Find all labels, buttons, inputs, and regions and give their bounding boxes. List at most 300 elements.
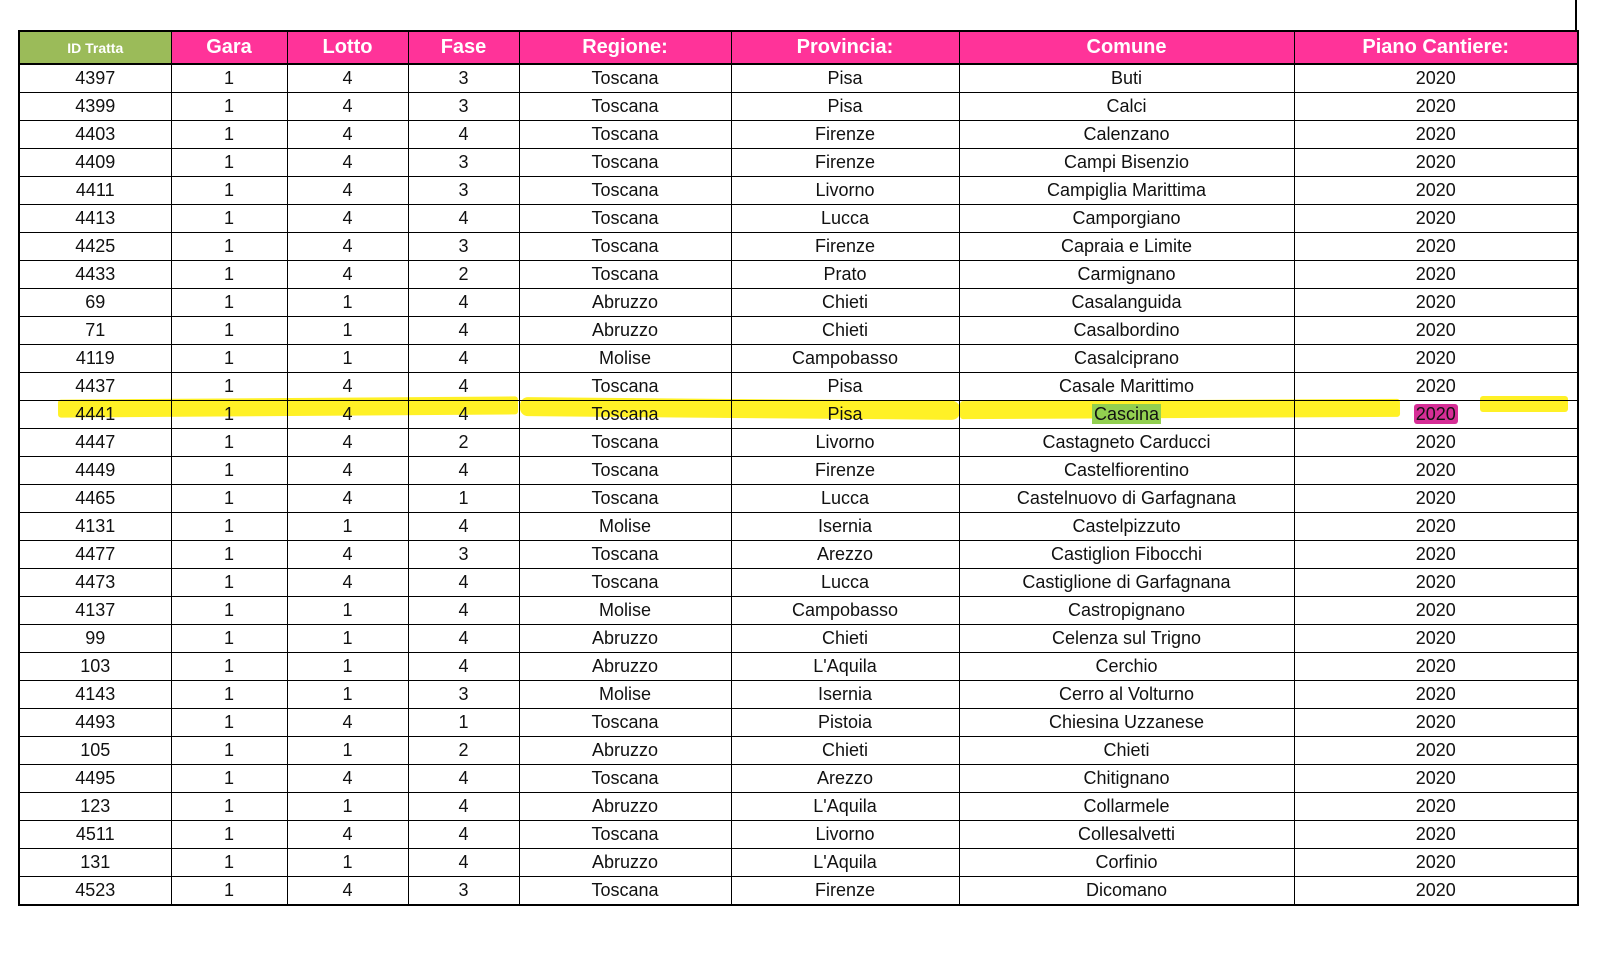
cell-id-tratta[interactable] [19, 401, 171, 429]
cell-comune[interactable] [959, 485, 1294, 513]
cell-gara[interactable] [171, 625, 287, 653]
cell-piano-cantiere[interactable] [1294, 513, 1578, 541]
cell-value: Toscana [591, 432, 659, 452]
cell-gara[interactable] [171, 821, 287, 849]
cell-lotto[interactable] [287, 317, 408, 345]
cell-gara[interactable] [171, 709, 287, 737]
cell-value: 1 [223, 404, 234, 424]
cell-comune[interactable] [959, 653, 1294, 681]
cell-id-tratta[interactable] [19, 765, 171, 793]
cell-lotto[interactable] [287, 401, 408, 429]
cell-provincia[interactable] [731, 681, 959, 709]
cell-provincia[interactable] [731, 205, 959, 233]
cell-regione[interactable] [519, 485, 731, 513]
table-row [19, 737, 1578, 765]
cell-regione[interactable] [519, 793, 731, 821]
cell-provincia[interactable] [731, 821, 959, 849]
cell-piano-cantiere[interactable] [1294, 877, 1578, 906]
cell-regione[interactable] [519, 821, 731, 849]
cell-comune[interactable] [959, 401, 1294, 429]
cell-regione[interactable] [519, 457, 731, 485]
cell-lotto[interactable] [287, 345, 408, 373]
cell-regione[interactable] [519, 149, 731, 177]
cell-value: Castropignano [1067, 600, 1186, 620]
cell-value: 4 [342, 264, 353, 284]
cell-fase[interactable] [408, 653, 519, 681]
cell-value: 1 [223, 264, 234, 284]
cell-value: 4 [458, 628, 469, 648]
cell-piano-cantiere[interactable] [1294, 401, 1578, 429]
cell-regione[interactable] [519, 429, 731, 457]
cell-id-tratta[interactable] [19, 457, 171, 485]
cell-regione[interactable] [519, 541, 731, 569]
cell-comune[interactable] [959, 569, 1294, 597]
cell-comune[interactable] [959, 793, 1294, 821]
cell-regione[interactable] [519, 765, 731, 793]
cell-lotto[interactable] [287, 597, 408, 625]
cell-lotto[interactable] [287, 877, 408, 906]
table-row [19, 709, 1578, 737]
cell-lotto[interactable] [287, 429, 408, 457]
cell-gara[interactable] [171, 205, 287, 233]
cell-fase[interactable] [408, 317, 519, 345]
cell-piano-cantiere[interactable] [1294, 233, 1578, 261]
cell-provincia[interactable] [731, 289, 959, 317]
cell-id-tratta[interactable] [19, 709, 171, 737]
table-row [19, 625, 1578, 653]
cell-value: 4465 [75, 488, 116, 508]
cell-id-tratta[interactable] [19, 317, 171, 345]
cell-piano-cantiere[interactable] [1294, 765, 1578, 793]
cell-value: Campi Bisenzio [1063, 152, 1190, 172]
cell-piano-cantiere[interactable] [1294, 597, 1578, 625]
cell-provincia[interactable] [731, 261, 959, 289]
cell-provincia[interactable] [731, 569, 959, 597]
cell-fase[interactable] [408, 625, 519, 653]
cell-fase[interactable] [408, 64, 519, 93]
cell-lotto[interactable] [287, 737, 408, 765]
cell-value: 4403 [75, 124, 116, 144]
cell-value: 4447 [75, 432, 116, 452]
cell-fase[interactable] [408, 205, 519, 233]
cell-id-tratta[interactable] [19, 373, 171, 401]
cell-fase[interactable] [408, 569, 519, 597]
cell-lotto[interactable] [287, 373, 408, 401]
cell-lotto[interactable] [287, 541, 408, 569]
cell-lotto[interactable] [287, 849, 408, 877]
cell-comune[interactable] [959, 177, 1294, 205]
cell-piano-cantiere[interactable] [1294, 681, 1578, 709]
cell-comune[interactable] [959, 597, 1294, 625]
table-row [19, 485, 1578, 513]
cell-regione[interactable] [519, 121, 731, 149]
cell-id-tratta[interactable] [19, 569, 171, 597]
cell-piano-cantiere[interactable] [1294, 541, 1578, 569]
cell-fase[interactable] [408, 765, 519, 793]
cell-comune[interactable] [959, 709, 1294, 737]
cell-value: 2020 [1415, 600, 1456, 620]
cell-id-tratta[interactable] [19, 205, 171, 233]
cell-value: 4 [458, 124, 469, 144]
cell-provincia[interactable] [731, 121, 959, 149]
cell-fase[interactable] [408, 541, 519, 569]
cell-value: Toscana [591, 180, 659, 200]
cell-fase[interactable] [408, 233, 519, 261]
cell-provincia[interactable] [731, 625, 959, 653]
cell-fase[interactable] [408, 289, 519, 317]
cell-comune[interactable] [959, 877, 1294, 906]
cell-lotto[interactable] [287, 177, 408, 205]
cell-provincia[interactable] [731, 457, 959, 485]
cell-fase[interactable] [408, 373, 519, 401]
cell-fase[interactable] [408, 485, 519, 513]
cell-fase[interactable] [408, 849, 519, 877]
cell-gara[interactable] [171, 345, 287, 373]
cell-provincia[interactable] [731, 373, 959, 401]
cell-provincia[interactable] [731, 149, 959, 177]
cell-piano-cantiere[interactable] [1294, 149, 1578, 177]
cell-fase[interactable] [408, 821, 519, 849]
cell-lotto[interactable] [287, 261, 408, 289]
cell-piano-cantiere[interactable] [1294, 569, 1578, 597]
cell-fase[interactable] [408, 597, 519, 625]
cell-value: Lucca [820, 572, 870, 592]
cell-value: Livorno [815, 824, 875, 844]
cell-provincia[interactable] [731, 177, 959, 205]
cell-provincia[interactable] [731, 345, 959, 373]
cell-piano-cantiere[interactable] [1294, 177, 1578, 205]
header-comune: Comune [959, 31, 1294, 64]
cell-fase[interactable] [408, 429, 519, 457]
header-provincia: Provincia: [731, 31, 959, 64]
cell-provincia[interactable] [731, 429, 959, 457]
cell-fase[interactable] [408, 737, 519, 765]
cell-regione[interactable] [519, 401, 731, 429]
cell-value: Buti [1110, 68, 1143, 88]
cell-piano-cantiere[interactable] [1294, 793, 1578, 821]
cell-regione[interactable] [519, 625, 731, 653]
table-row [19, 177, 1578, 205]
cell-id-tratta[interactable] [19, 681, 171, 709]
cell-lotto[interactable] [287, 513, 408, 541]
cell-lotto[interactable] [287, 653, 408, 681]
cell-provincia[interactable] [731, 765, 959, 793]
cell-piano-cantiere[interactable] [1294, 373, 1578, 401]
cell-provincia[interactable] [731, 317, 959, 345]
cell-value: 4 [342, 488, 353, 508]
cell-lotto[interactable] [287, 625, 408, 653]
cell-lotto[interactable] [287, 233, 408, 261]
cell-value: Lucca [820, 488, 870, 508]
table-row-highlighted [19, 401, 1578, 429]
cell-fase[interactable] [408, 345, 519, 373]
cell-lotto[interactable] [287, 289, 408, 317]
cell-comune[interactable] [959, 737, 1294, 765]
cell-gara[interactable] [171, 261, 287, 289]
cell-gara[interactable] [171, 373, 287, 401]
cell-piano-cantiere[interactable] [1294, 709, 1578, 737]
cell-value: 4 [342, 236, 353, 256]
cell-regione[interactable] [519, 205, 731, 233]
cell-regione[interactable] [519, 93, 731, 121]
cell-piano-cantiere[interactable] [1294, 485, 1578, 513]
cell-provincia[interactable] [731, 737, 959, 765]
cell-fase[interactable] [408, 681, 519, 709]
cell-piano-cantiere[interactable] [1294, 93, 1578, 121]
cell-gara[interactable] [171, 401, 287, 429]
cell-lotto[interactable] [287, 485, 408, 513]
cell-comune[interactable] [959, 625, 1294, 653]
cell-provincia[interactable] [731, 233, 959, 261]
cell-regione[interactable] [519, 317, 731, 345]
cell-piano-cantiere[interactable] [1294, 261, 1578, 289]
cell-value: Cascina [1093, 404, 1160, 424]
cell-fase[interactable] [408, 177, 519, 205]
cell-value: 4119 [75, 348, 115, 368]
cell-provincia[interactable] [731, 849, 959, 877]
cell-gara[interactable] [171, 793, 287, 821]
cell-gara[interactable] [171, 541, 287, 569]
cell-fase[interactable] [408, 877, 519, 906]
cell-gara[interactable] [171, 177, 287, 205]
cell-value: 3 [458, 880, 469, 900]
cell-regione[interactable] [519, 373, 731, 401]
cell-piano-cantiere[interactable] [1294, 737, 1578, 765]
cell-lotto[interactable] [287, 681, 408, 709]
cell-provincia[interactable] [731, 597, 959, 625]
cell-fase[interactable] [408, 149, 519, 177]
cell-value: 4493 [75, 712, 116, 732]
cell-id-tratta[interactable] [19, 653, 171, 681]
cell-gara[interactable] [171, 233, 287, 261]
cell-fase[interactable] [408, 457, 519, 485]
cell-value: 1 [342, 740, 353, 760]
cell-provincia[interactable] [731, 709, 959, 737]
cell-provincia[interactable] [731, 541, 959, 569]
table-row [19, 121, 1578, 149]
cell-fase[interactable] [408, 709, 519, 737]
cell-id-tratta[interactable] [19, 121, 171, 149]
cell-piano-cantiere[interactable] [1294, 317, 1578, 345]
cell-regione[interactable] [519, 233, 731, 261]
cell-gara[interactable] [171, 317, 287, 345]
cell-value: Firenze [814, 152, 876, 172]
cell-fase[interactable] [408, 513, 519, 541]
cell-gara[interactable] [171, 513, 287, 541]
cell-value: Campobasso [791, 348, 899, 368]
cell-lotto[interactable] [287, 793, 408, 821]
cell-gara[interactable] [171, 737, 287, 765]
cell-id-tratta[interactable] [19, 149, 171, 177]
cell-value: 1 [223, 68, 234, 88]
cell-piano-cantiere[interactable] [1294, 625, 1578, 653]
cell-id-tratta[interactable] [19, 793, 171, 821]
table-row [19, 597, 1578, 625]
cell-id-tratta[interactable] [19, 261, 171, 289]
cell-comune[interactable] [959, 541, 1294, 569]
cell-lotto[interactable] [287, 765, 408, 793]
cell-regione[interactable] [519, 513, 731, 541]
cell-id-tratta[interactable] [19, 233, 171, 261]
cell-id-tratta[interactable] [19, 93, 171, 121]
cell-comune[interactable] [959, 317, 1294, 345]
cell-regione[interactable] [519, 653, 731, 681]
cell-regione[interactable] [519, 261, 731, 289]
cell-piano-cantiere[interactable] [1294, 289, 1578, 317]
cell-id-tratta[interactable] [19, 849, 171, 877]
cell-gara[interactable] [171, 597, 287, 625]
cell-regione[interactable] [519, 64, 731, 93]
cell-value: 4511 [75, 824, 115, 844]
cell-comune[interactable] [959, 205, 1294, 233]
cell-gara[interactable] [171, 485, 287, 513]
cell-value: 4 [342, 376, 353, 396]
cell-value: 1 [223, 544, 234, 564]
cell-gara[interactable] [171, 877, 287, 906]
cell-value: 2 [458, 432, 469, 452]
cell-regione[interactable] [519, 289, 731, 317]
cell-gara[interactable] [171, 681, 287, 709]
cell-lotto[interactable] [287, 709, 408, 737]
cell-lotto[interactable] [287, 93, 408, 121]
cell-gara[interactable] [171, 93, 287, 121]
cell-fase[interactable] [408, 121, 519, 149]
cell-comune[interactable] [959, 233, 1294, 261]
cell-comune[interactable] [959, 64, 1294, 93]
cell-comune[interactable] [959, 849, 1294, 877]
cell-lotto[interactable] [287, 821, 408, 849]
cell-lotto[interactable] [287, 149, 408, 177]
cell-regione[interactable] [519, 597, 731, 625]
cell-value: 1 [223, 768, 234, 788]
cell-value: 1 [342, 628, 353, 648]
cell-gara[interactable] [171, 457, 287, 485]
cell-gara[interactable] [171, 849, 287, 877]
cell-lotto[interactable] [287, 64, 408, 93]
cell-id-tratta[interactable] [19, 737, 171, 765]
cell-comune[interactable] [959, 821, 1294, 849]
cell-comune[interactable] [959, 513, 1294, 541]
cell-id-tratta[interactable] [19, 485, 171, 513]
cell-value: Toscana [591, 572, 659, 592]
cell-value: Toscana [591, 68, 659, 88]
cell-piano-cantiere[interactable] [1294, 849, 1578, 877]
cell-gara[interactable] [171, 121, 287, 149]
cell-lotto[interactable] [287, 457, 408, 485]
cell-value: 1 [223, 852, 234, 872]
cell-gara[interactable] [171, 429, 287, 457]
cell-comune[interactable] [959, 457, 1294, 485]
cell-value: Toscana [591, 824, 659, 844]
cell-provincia[interactable] [731, 513, 959, 541]
cell-id-tratta[interactable] [19, 429, 171, 457]
cell-regione[interactable] [519, 877, 731, 906]
cell-value: Arezzo [816, 768, 874, 788]
cell-id-tratta[interactable] [19, 177, 171, 205]
cell-fase[interactable] [408, 261, 519, 289]
cell-gara[interactable] [171, 149, 287, 177]
table-row [19, 681, 1578, 709]
cell-regione[interactable] [519, 849, 731, 877]
cell-fase[interactable] [408, 93, 519, 121]
cell-regione[interactable] [519, 345, 731, 373]
cell-id-tratta[interactable] [19, 513, 171, 541]
cell-piano-cantiere[interactable] [1294, 345, 1578, 373]
cell-regione[interactable] [519, 177, 731, 205]
cell-value: Abruzzo [591, 656, 659, 676]
cell-regione[interactable] [519, 737, 731, 765]
cell-value: Corfinio [1095, 852, 1158, 872]
cell-piano-cantiere[interactable] [1294, 457, 1578, 485]
cell-provincia[interactable] [731, 64, 959, 93]
cell-value: 2020 [1415, 460, 1456, 480]
cell-id-tratta[interactable] [19, 625, 171, 653]
cell-gara[interactable] [171, 289, 287, 317]
cell-value: Abruzzo [591, 740, 659, 760]
cell-regione[interactable] [519, 681, 731, 709]
cell-provincia[interactable] [731, 793, 959, 821]
cell-piano-cantiere[interactable] [1294, 653, 1578, 681]
cell-comune[interactable] [959, 681, 1294, 709]
cell-piano-cantiere[interactable] [1294, 821, 1578, 849]
cell-gara[interactable] [171, 765, 287, 793]
cell-lotto[interactable] [287, 121, 408, 149]
cell-comune[interactable] [959, 289, 1294, 317]
table-row [19, 653, 1578, 681]
cell-regione[interactable] [519, 569, 731, 597]
cell-comune[interactable] [959, 149, 1294, 177]
cell-piano-cantiere[interactable] [1294, 205, 1578, 233]
cell-piano-cantiere[interactable] [1294, 429, 1578, 457]
cell-provincia[interactable] [731, 877, 959, 906]
cell-comune[interactable] [959, 345, 1294, 373]
cell-piano-cantiere[interactable] [1294, 121, 1578, 149]
cell-value: 2020 [1415, 124, 1456, 144]
cell-id-tratta[interactable] [19, 345, 171, 373]
cell-value: 2020 [1415, 488, 1456, 508]
cell-provincia[interactable] [731, 653, 959, 681]
cell-id-tratta[interactable] [19, 289, 171, 317]
cell-lotto[interactable] [287, 205, 408, 233]
cell-comune[interactable] [959, 765, 1294, 793]
cell-fase[interactable] [408, 401, 519, 429]
cell-comune[interactable] [959, 261, 1294, 289]
cell-regione[interactable] [519, 709, 731, 737]
cell-comune[interactable] [959, 93, 1294, 121]
cell-gara[interactable] [171, 569, 287, 597]
cell-provincia[interactable] [731, 485, 959, 513]
cell-fase[interactable] [408, 793, 519, 821]
cell-comune[interactable] [959, 373, 1294, 401]
cell-value: 4 [458, 320, 469, 340]
cell-value: 2020 [1415, 628, 1456, 648]
cell-provincia[interactable] [731, 93, 959, 121]
header-lotto: Lotto [287, 31, 408, 64]
cell-gara[interactable] [171, 653, 287, 681]
table-row [19, 93, 1578, 121]
cell-id-tratta[interactable] [19, 877, 171, 906]
cell-comune[interactable] [959, 121, 1294, 149]
cell-id-tratta[interactable] [19, 541, 171, 569]
cell-id-tratta[interactable] [19, 64, 171, 93]
cell-gara[interactable] [171, 64, 287, 93]
cell-id-tratta[interactable] [19, 597, 171, 625]
cell-comune[interactable] [959, 429, 1294, 457]
cell-piano-cantiere[interactable] [1294, 64, 1578, 93]
cell-provincia[interactable] [731, 401, 959, 429]
cell-lotto[interactable] [287, 569, 408, 597]
cell-id-tratta[interactable] [19, 821, 171, 849]
